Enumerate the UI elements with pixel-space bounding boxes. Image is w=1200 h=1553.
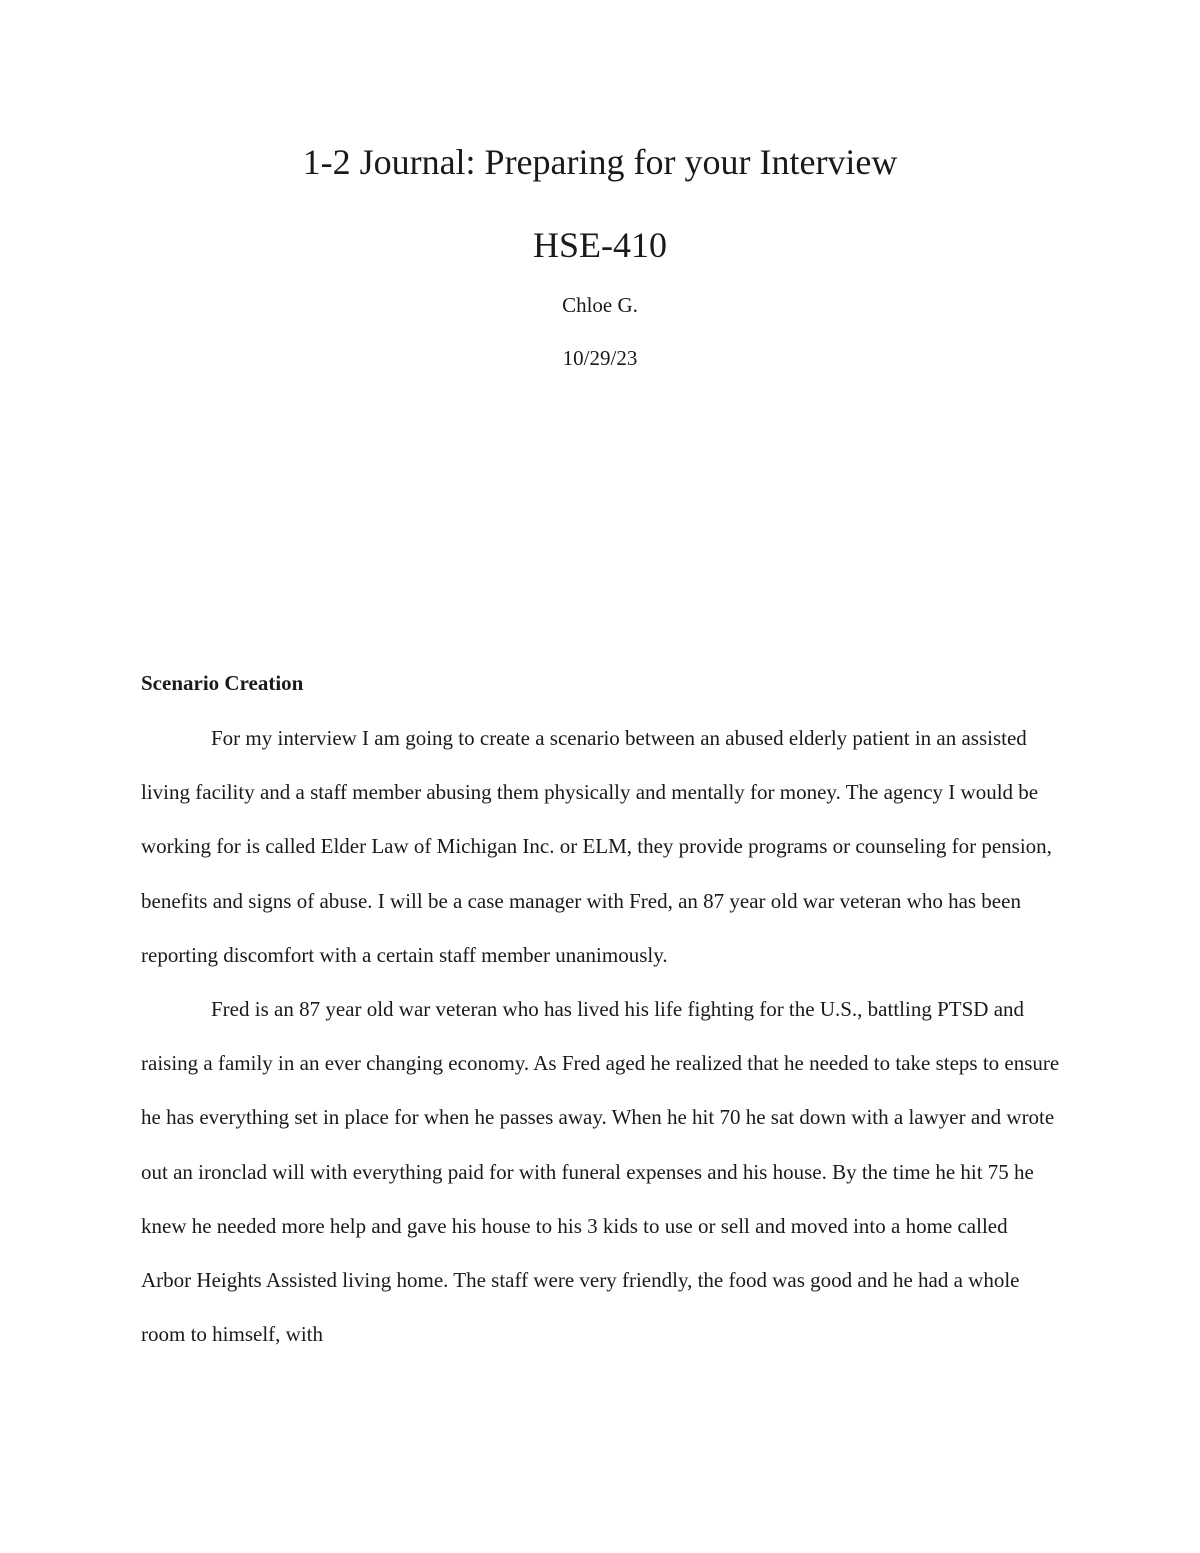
section-heading: Scenario Creation xyxy=(141,671,304,695)
author-name: Chloe G. xyxy=(562,293,638,317)
paragraph: Fred is an 87 year old war veteran who has lived his life fighting for the U.S., battling PTSD and raising a family in an ever changing economy. As Fred aged he realized that he needed to take steps to ensure he has everything set in place for when he passes away. When he hit 70 he sat down with a lawyer and wrote out an ironclad will with everything paid for with funeral expenses and his house. By the time he hit 75 he knew he needed more help and gave his house to his 3 kids to use or sell and moved into a home called Arbor Heights Assisted living home. The staff were very friendly, the food was good and he had a whole room to himself, with xyxy=(141,997,1060,1347)
paragraph: For my interview I am going to create a scenario between an abused elderly patient in an assisted living facility and a staff member abusing them physically and mentally for money. The agency I would be working for is called Elder Law of Michigan Inc. or ELM, they provide programs or counseling for pension, benefits and signs of abuse. I will be a case manager with Fred, an 87 year old war veteran who has been reporting discomfort with a certain staff member unanimously. xyxy=(141,726,1052,967)
body-text xyxy=(141,711,1061,1361)
document-title: 1-2 Journal: Preparing for your Interview xyxy=(302,142,898,182)
document-date: 10/29/23 xyxy=(562,346,638,370)
course-code: HSE-410 xyxy=(533,225,667,265)
